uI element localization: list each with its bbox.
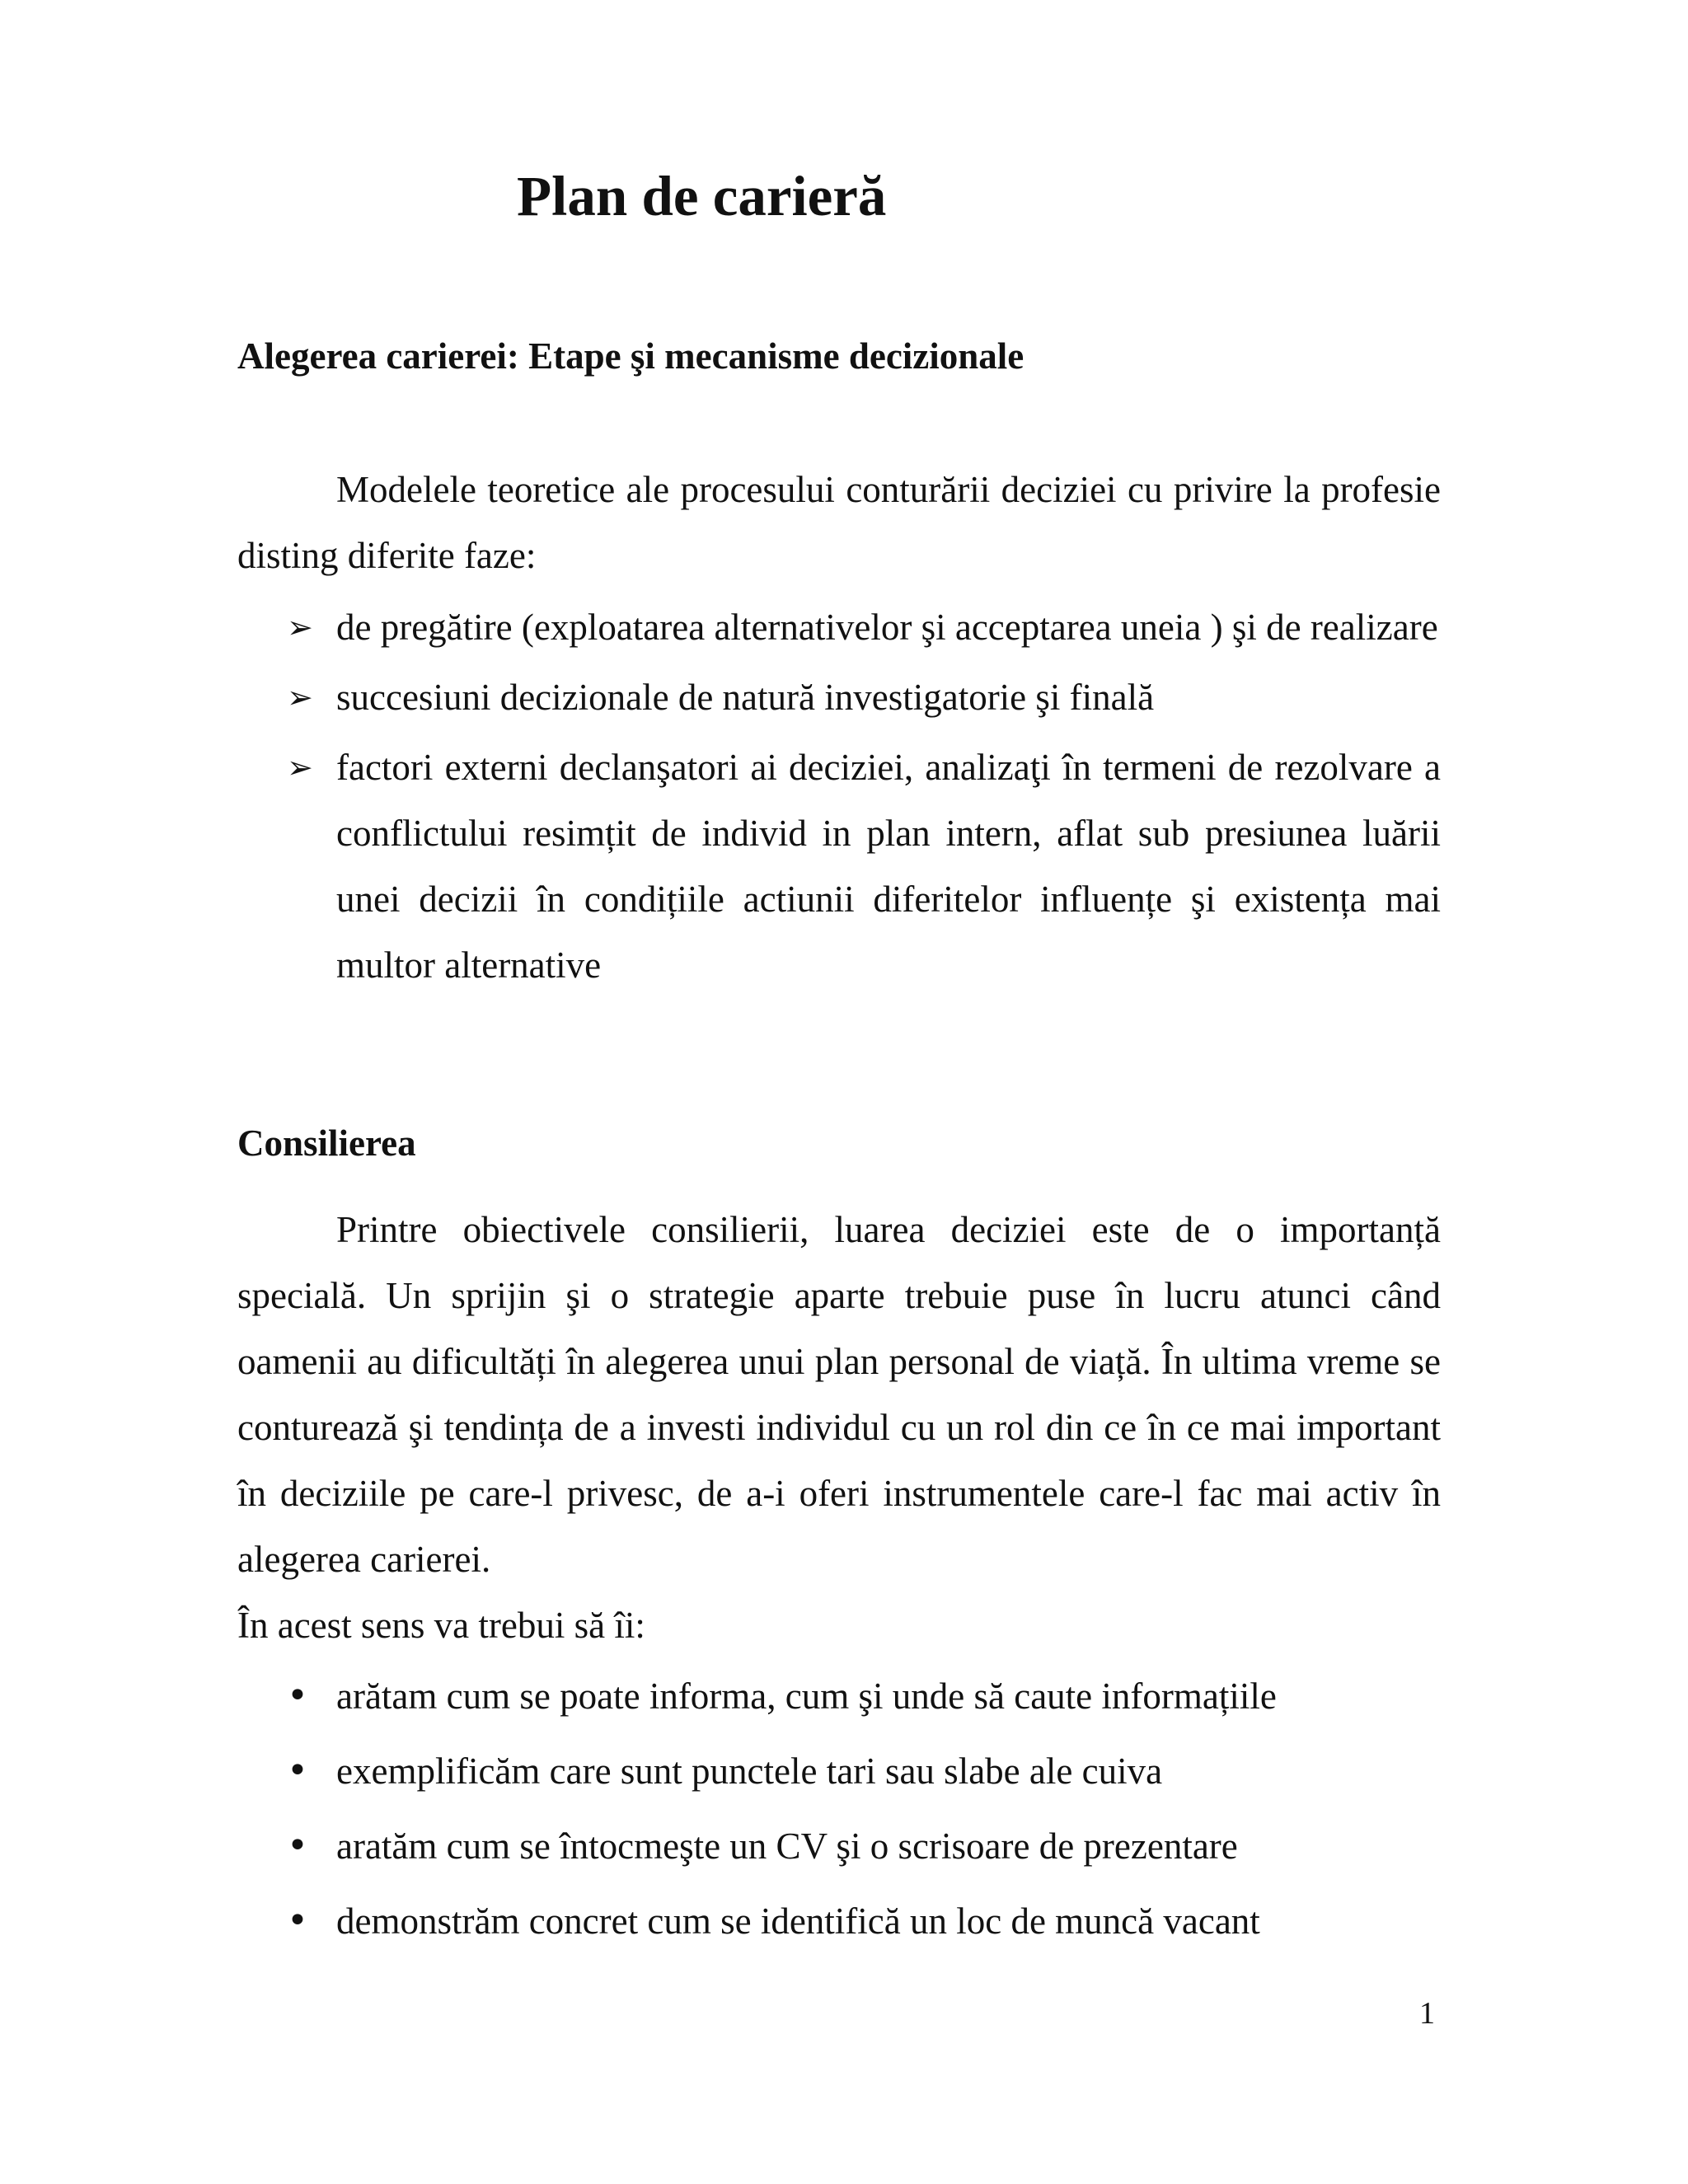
intro-text: Modelele teoretice ale procesului conturării deciziei cu privire la profesie disting diferite faze: (237, 469, 1441, 576)
intro-paragraph (237, 457, 1441, 588)
list-item (237, 1813, 1441, 1879)
list-item-text: exemplificăm care sunt punctele tari sau slabe ale cuiva (336, 1750, 1163, 1792)
list-item-text: aratăm cum se întocmeşte un CV şi o scrisoare de prezentare (336, 1825, 1238, 1867)
arrow-bullet-icon: ➢ (287, 679, 313, 715)
dot-bullet-icon: • (287, 1675, 308, 1717)
list-item (237, 1663, 1441, 1729)
list-item (237, 664, 1441, 730)
phases-list (237, 594, 1441, 998)
counseling-paragraph (237, 1197, 1441, 1592)
list-item (237, 1738, 1441, 1804)
list-item (237, 734, 1441, 998)
page-number: 1 (1419, 1996, 1435, 2031)
list-item (237, 1888, 1441, 1954)
counseling-text: Printre obiectivele consilierii, luarea deciziei este de o importanță specială. Un sprijin şi o strategie aparte trebuie puse în lucru atunci când oamenii au dificultăți în alegerea unui plan personal de viață. În ultima vreme se conturează şi tendința de a investi individul cu un rol din ce în ce mai important în deciziile pe care-l privesc, de a-i oferi instrumentele care-l fac mai activ în alegerea carierei. (237, 1209, 1441, 1580)
actions-list (237, 1663, 1441, 1963)
section-heading-counseling: Consilierea (237, 1122, 416, 1164)
dot-bullet-icon: • (287, 1750, 308, 1792)
list-item-text: de pregătire (exploatarea alternativelor şi acceptarea uneia ) şi de realizare (336, 607, 1438, 648)
dot-bullet-icon: • (287, 1825, 308, 1867)
counseling-lead: În acest sens va trebui să îi: (237, 1605, 645, 1646)
page-title: Plan de carieră (517, 165, 887, 227)
dot-bullet-icon: • (287, 1900, 308, 1942)
list-item-text: succesiuni decizionale de natură investigatorie şi finală (336, 677, 1155, 718)
arrow-bullet-icon: ➢ (287, 749, 313, 785)
list-item-text: arătam cum se poate informa, cum şi unde să caute informațiile (336, 1675, 1277, 1717)
list-item-text: demonstrăm concret cum se identifică un loc de muncă vacant (336, 1900, 1260, 1942)
list-item-text: factori externi declanşatori ai deciziei, analizaţi în termeni de rezolvare a conflictului resimțit de individ in plan intern, aflat sub presiunea luării unei decizii în condițiile actiunii diferitelor influențe şi existența mai multor alternative (336, 747, 1441, 986)
arrow-bullet-icon: ➢ (287, 609, 313, 645)
section-heading-career-choice: Alegerea carierei: Etape şi mecanisme decizionale (237, 335, 1025, 377)
list-item (237, 594, 1441, 660)
